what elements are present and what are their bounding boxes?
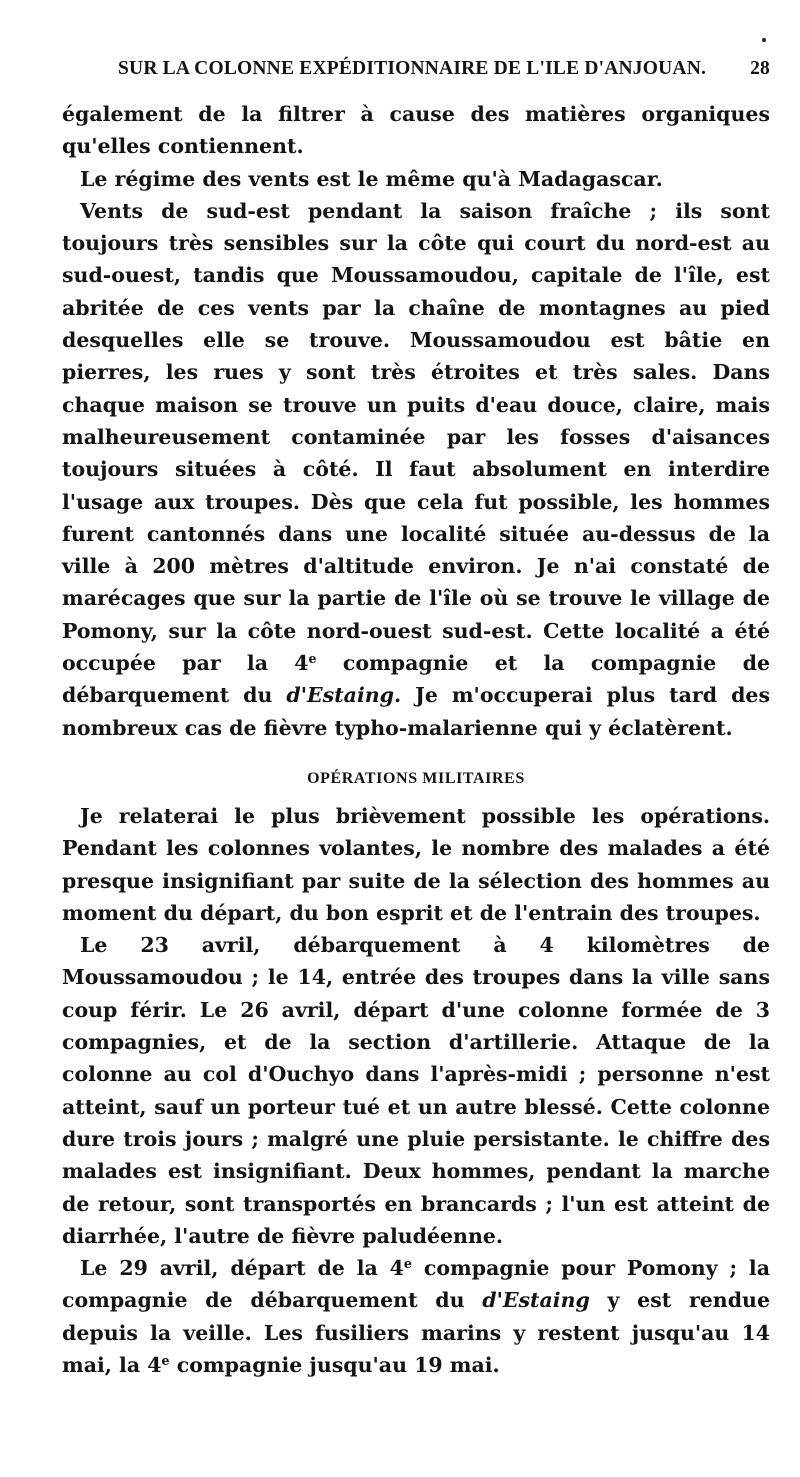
superscript: e [308, 651, 317, 667]
paragraph [62, 800, 770, 929]
paragraph [62, 1252, 770, 1381]
superscript: e [161, 1353, 170, 1368]
ship-name-italic: d'Estaing [286, 683, 394, 708]
text-run: y est rendue depuis la veille. Les fusiliers marins y restent jusqu'au 14 mai, la 4 [62, 1288, 770, 1377]
text-run: . Je m'occuperai plus tard des nombreux cas de fièvre typho-malarienne qui y éclatèrent. [62, 683, 770, 740]
section-heading: OPÉRATIONS MILITAIRES [307, 769, 525, 787]
text-run: Le 23 avril, débarquement à 4 kilomètres de Moussamoudou ; le 14, entrée des troupes dans la ville sans coup férir. Le 26 avril, départ d'une colonne formée de 3 compagnies, et de la section d'artillerie. Attaque de la colonne au col d'Ouchyo dans l'après-midi ; personne n'est atteint, sauf un porteur tué et un autre blessé. Cette colonne dure trois jours ; malgré une pluie persistante. le chiffre des malades est insignifiant. Deux hommes, pendant la marche de retour, sont transportés en brancards ; l'un est atteint de diarrhée, l'autre de fièvre paludéenne. [62, 933, 770, 1248]
text-run: compagnie jusqu'au 19 mai. [169, 1352, 500, 1377]
paragraph [62, 98, 770, 163]
text-run: Le régime des vents est le même qu'à Madagascar. [80, 166, 663, 191]
text-run: compagnie et la compagnie de débarquement du [62, 651, 770, 708]
text-run: Vents de sud-est pendant la saison fraîche ; ils sont toujours très sensibles sur la côte qui court du nord-est au sud-ouest, tandis que Moussamoudou, capitale de l'île, est abritée de ces vents par la chaîne de montagnes au pied desquelles elle se trouve. Moussamoudou est bâtie en pierres, les rues y sont très étroites et très sales. Dans chaque maison se trouve un puits d'eau douce, claire, mais malheureusement contaminée par les fosses d'aisances toujours situées à côté. Il faut absolument en interdire l'usage aux troupes. Dès que cela fut possible, les hommes furent cantonnés dans une localité située au-dessus de la ville à 200 mètres d'altitude environ. Je n'ai constaté de marécages que sur la partie de l'île où se trouve le village de Pomony, sur la côte nord-ouest sud-est. Cette localité a été occupée par la 4 [62, 198, 770, 676]
paragraphs-after-heading [62, 800, 770, 1381]
running-title: SUR LA COLONNE EXPÉDITIONNAIRE DE L'ILE D'ANJOUAN. [118, 58, 707, 79]
superscript: e [403, 1256, 413, 1272]
scan-speck [762, 38, 766, 42]
text-run: Le 29 avril, départ de la 4 [80, 1256, 404, 1281]
ship-name-italic: d'Estaing [482, 1288, 590, 1313]
paragraph [62, 929, 770, 1252]
text-run: également de la filtrer à cause des matières organiques qu'elles contiennent. [62, 102, 770, 159]
paragraph [62, 163, 770, 195]
text-run: Je relaterai le plus brièvement possible les opérations. Pendant les colonnes volantes, le nombre des malades a été presque insignifiant par suite de la sélection des hommes au moment du départ, du bon esprit et de l'entrain des troupes. [62, 803, 770, 925]
text-run: compagnie pour Pomony ; la compagnie de débarquement du [62, 1256, 770, 1313]
body-text [62, 98, 770, 1381]
running-head [118, 58, 770, 88]
paragraph [62, 195, 770, 744]
paragraphs-before-heading [62, 98, 770, 744]
page-number: 28 [750, 58, 770, 79]
